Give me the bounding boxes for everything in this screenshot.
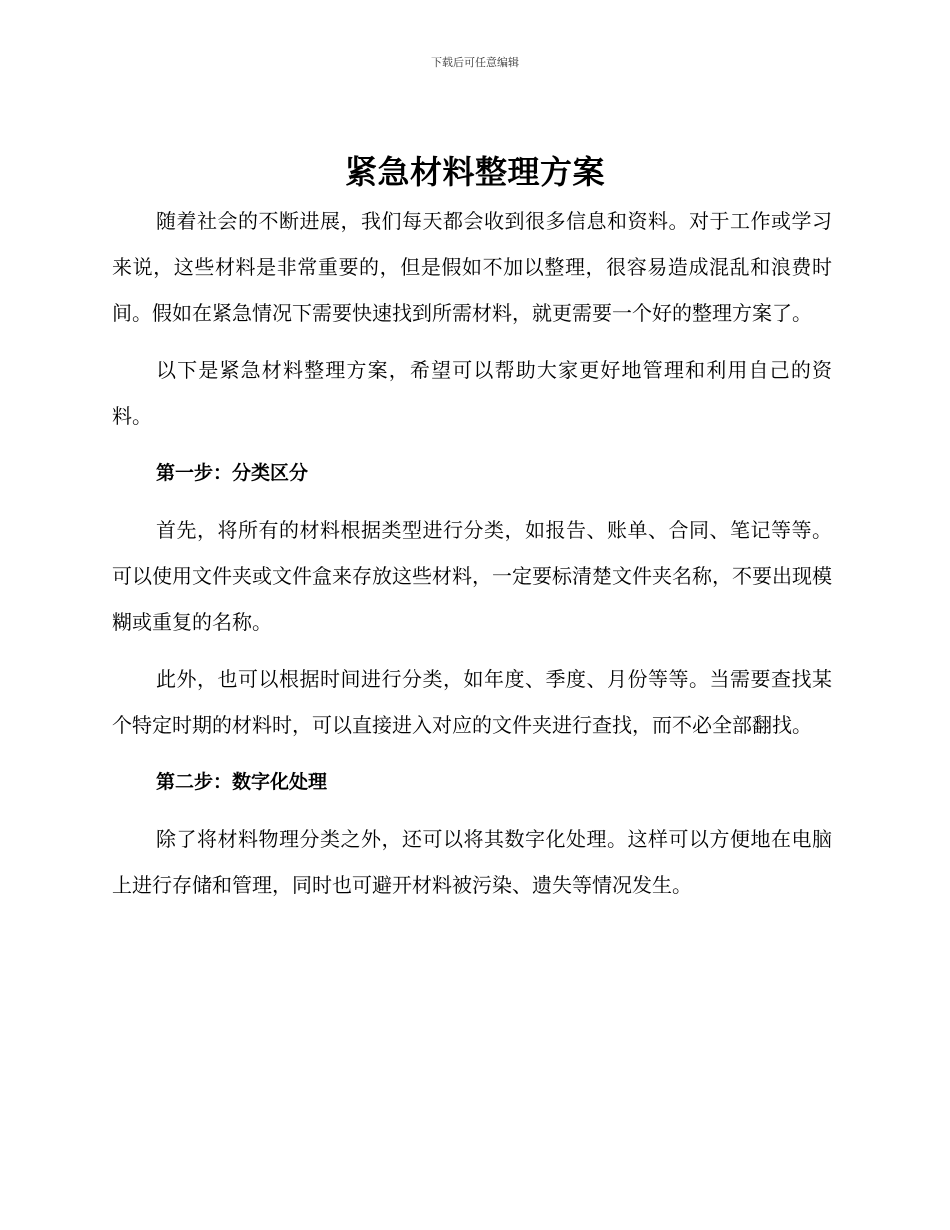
document-body [112, 198, 832, 908]
intro-paragraph-2: 以下是紧急材料整理方案，希望可以帮助大家更好地管理和利用自己的资料。 [112, 358, 832, 428]
section-1 [112, 450, 832, 748]
section-heading: 第一步：分类区分 [156, 462, 309, 484]
header-note: 下载后可任意编辑 [431, 56, 519, 69]
section-paragraph: 除了将材料物理分类之外，还可以将其数字化处理。这样可以方便地在电脑上进行存储和管理，同时也可避开材料被污染、遗失等情况发生。 [112, 827, 832, 897]
section-paragraph: 此外，也可以根据时间进行分类，如年度、季度、月份等等。当需要查找某个特定时期的材料时，可以直接进入对应的文件夹进行查找，而不必全部翻找。 [112, 667, 832, 737]
section-heading: 第二步：数字化处理 [156, 771, 328, 793]
document-title: 紧急材料整理方案 [344, 153, 605, 191]
intro-paragraph-1: 随着社会的不断进展，我们每天都会收到很多信息和资料。对于工作或学习来说，这些材料是非常重要的，但是假如不加以整理，很容易造成混乱和浪费时间。假如在紧急情况下需要快速找到所需材料，就更需要一个好的整理方案了。 [112, 209, 832, 325]
section-2 [112, 759, 832, 908]
section-paragraph: 首先，将所有的材料根据类型进行分类，如报告、账单、合同、笔记等等。可以使用文件夹或文件盒来存放这些材料，一定要标清楚文件夹名称，不要出现模糊或重复的名称。 [112, 518, 832, 634]
